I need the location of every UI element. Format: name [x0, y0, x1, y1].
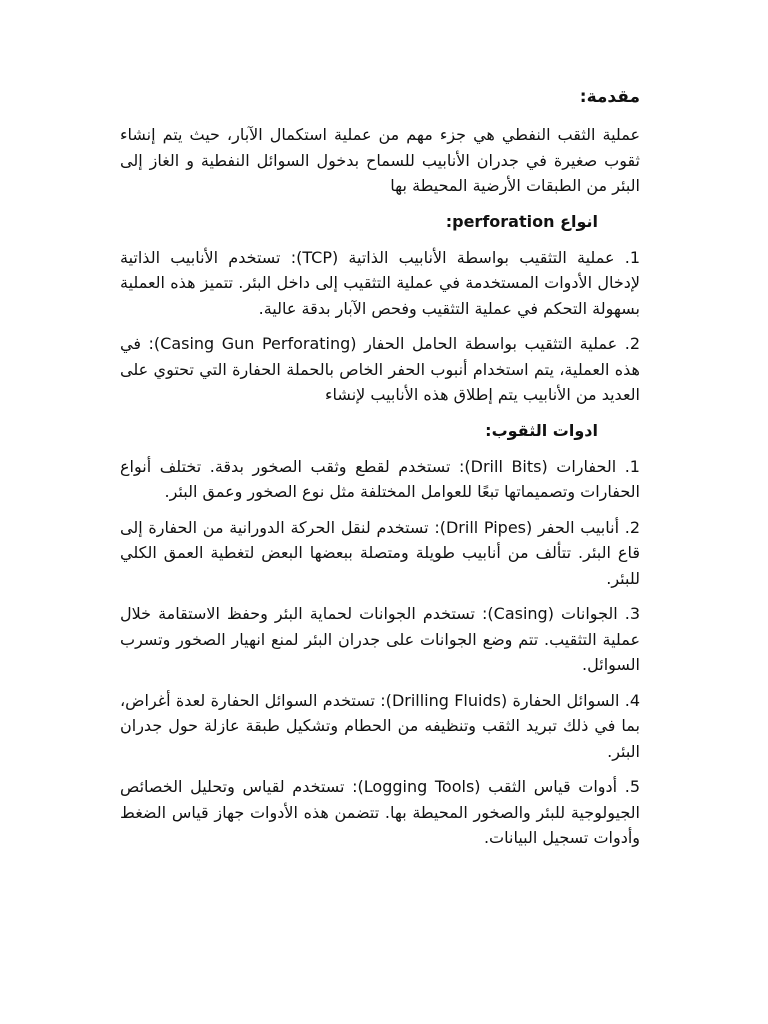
list-item-tools-3: [120, 601, 640, 678]
list-item-number: 1.: [624, 456, 640, 476]
list-item-text: الحفارات (Drill Bits): تستخدم لقطع وثقب الصخور بدقة. تختلف أنواع الحفارات وتصميماتها تبعًا للعوامل المختلفة مثل نوع الصخور وعمق البئر.: [120, 456, 640, 501]
list-item-types-1: [120, 245, 640, 322]
intro-paragraph: عملية الثقب النفطي هي جزء مهم من عملية استكمال الآبار، حيث يتم إنشاء ثقوب صغيرة في جدران الأنابيب للسماح بدخول السوائل النفطية و الغاز إلى البئر من الطبقات الأرضية المحيطة بها: [120, 125, 640, 195]
list-item-tools-4: [120, 688, 640, 765]
list-item-text: الجوانات (Casing): تستخدم الجوانات لحماية البئر وحفظ الاستقامة خلال عملية التثقيب. تتم وضع الجوانات على جدران البئر لمنع انهيار الصخور وتسرب السوائل.: [120, 604, 640, 674]
list-item-text: عملية التثقيب بواسطة الأنابيب الذاتية (TCP): تستخدم الأنابيب الذاتية لإدخال الأدوات المستخدمة في عملية التثقيب إلى داخل البئر. تتميز هذه العملية بسهولة التحكم في عملية التثقيب وفحص الآبار بدقة عالية.: [120, 247, 640, 318]
list-item-text: أنابيب الحفر (Drill Pipes): تستخدم لنقل الحركة الدورانية من الحفارة إلى قاع البئر. تتألف من أنابيب طويلة ومتصلة ببعضها البعض لتغطية العمق الكلي للبئر.: [120, 517, 640, 588]
page-title: مقدمة:: [579, 87, 640, 107]
list-item-text: السوائل الحفارة (Drilling Fluids): تستخدم السوائل الحفارة لعدة أغراض، بما في ذلك تبريد الثقب وتنظيفه من الحطام وتشكيل طبقة عازلة حول جدران البئر.: [120, 690, 640, 761]
list-item-number: 5.: [624, 777, 640, 796]
list-item-text: عملية التثقيب بواسطة الحامل الحفار (Casing Gun Perforating): في هذه العملية، يتم استخدام أنبوب الحفر الخاص بالحملة الحفارة التي تحتوي على العديد من الأنابيب يتم إطلاق هذه الأنابيب لإنشاء: [120, 334, 640, 404]
list-item-number: 4.: [624, 690, 641, 710]
list-item-text: أدوات قياس الثقب (Logging Tools): تستخدم لقياس وتحليل الخصائص الجيولوجية للبئر والصخور المحيطة بها. تتضمن هذه الأدوات جهاز قياس الضغط وأدوات تسجيل البيانات.: [120, 777, 640, 847]
list-item-tools-2: [120, 515, 640, 592]
tools-heading: ادوات الثقوب:: [485, 420, 598, 440]
list-item-number: 2.: [624, 517, 641, 537]
list-item-number: 2.: [624, 334, 640, 353]
list-item-number: 3.: [624, 604, 641, 623]
types-heading: انواع perforation:: [445, 211, 598, 231]
list-item-tools-1: [120, 454, 640, 505]
list-item-types-2: [120, 331, 640, 408]
list-item-number: 1.: [624, 247, 640, 267]
list-item-tools-5: [120, 774, 640, 851]
